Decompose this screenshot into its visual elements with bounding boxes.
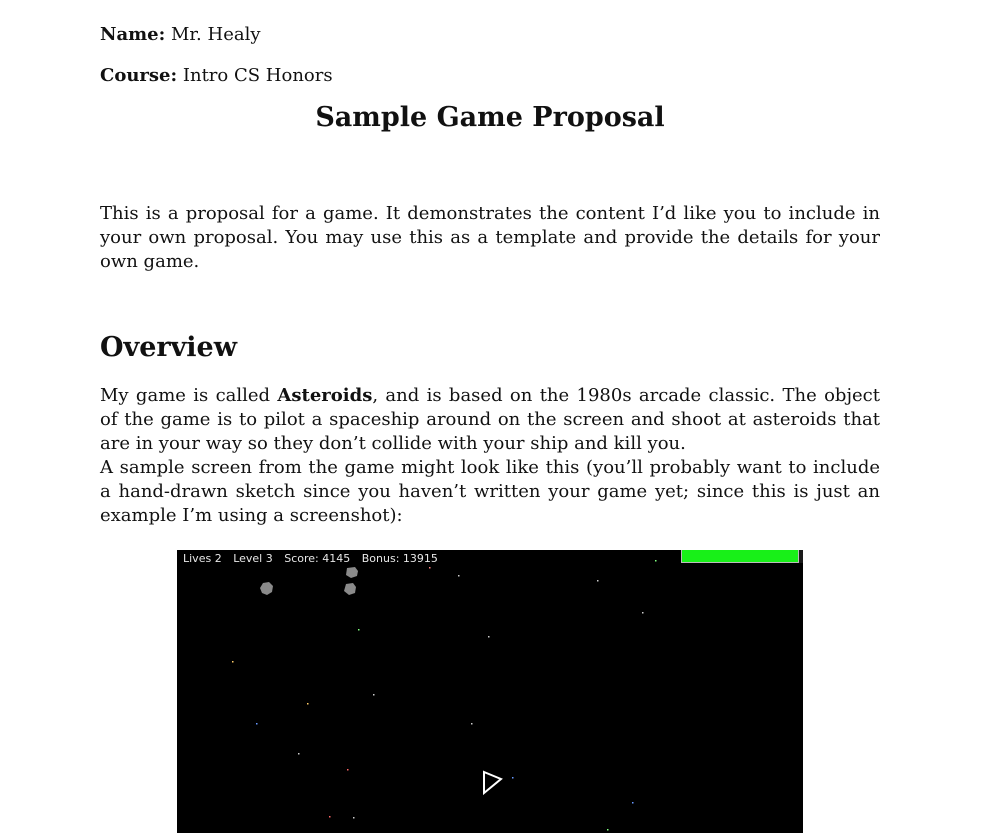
- hud-level: Level 3: [233, 552, 273, 565]
- star: [358, 629, 360, 631]
- health-bar-end: [799, 550, 803, 563]
- star: [458, 575, 460, 577]
- star: [256, 723, 258, 725]
- game-name: Asteroids: [277, 385, 373, 406]
- document-title: Sample Game Proposal: [315, 102, 665, 133]
- course-line: [100, 65, 333, 87]
- course-label: Course:: [100, 65, 178, 86]
- star: [329, 816, 331, 818]
- name-label: Name:: [100, 24, 166, 45]
- overview-text-start: My game is called: [100, 385, 278, 406]
- star: [232, 661, 234, 663]
- star: [607, 829, 609, 831]
- game-screenshot: [177, 550, 803, 833]
- star: [488, 636, 490, 638]
- star: [512, 777, 514, 779]
- intro-paragraph: This is a proposal for a game. It demonstrates the content I’d like you to include in your own proposal. You may use this as a template and provide the details for your own game.: [100, 203, 880, 272]
- asteroid: [344, 583, 356, 595]
- star: [655, 560, 657, 562]
- game-hud: [183, 552, 446, 566]
- health-bar: [681, 550, 799, 563]
- star: [632, 802, 634, 804]
- star: [347, 769, 349, 771]
- name-line: [100, 24, 261, 46]
- asteroid: [346, 567, 358, 578]
- star: [298, 753, 300, 755]
- name-value: Mr. Healy: [171, 24, 261, 45]
- stars: [232, 560, 657, 831]
- overview-paragraph: [100, 384, 880, 456]
- star: [642, 612, 644, 614]
- hud-bonus: Bonus: 13915: [361, 552, 438, 565]
- course-value: Intro CS Honors: [182, 65, 333, 86]
- overview-text-end: , and is based on the 1980s arcade classic. The object of the game is to pilot a spaceship around on the screen and shoot at asteroids that are in your way so they don’t collide with your ship and kill you.: [100, 385, 880, 454]
- star: [471, 723, 473, 725]
- overview-heading: Overview: [100, 332, 237, 363]
- spaceship-icon: [484, 772, 501, 793]
- star: [307, 703, 309, 705]
- star: [429, 567, 431, 569]
- star: [597, 580, 599, 582]
- star: [373, 694, 375, 696]
- hud-score: Score: 4145: [284, 552, 351, 565]
- hud-lives: Lives 2: [183, 552, 222, 565]
- star: [353, 817, 355, 819]
- starfield: [177, 550, 803, 833]
- sample-screen-paragraph: A sample screen from the game might look like this (you’ll probably want to include a hand-drawn sketch since you haven’t written your game yet; since this is just an example I’m using a screenshot):: [100, 457, 880, 526]
- asteroid: [260, 582, 273, 595]
